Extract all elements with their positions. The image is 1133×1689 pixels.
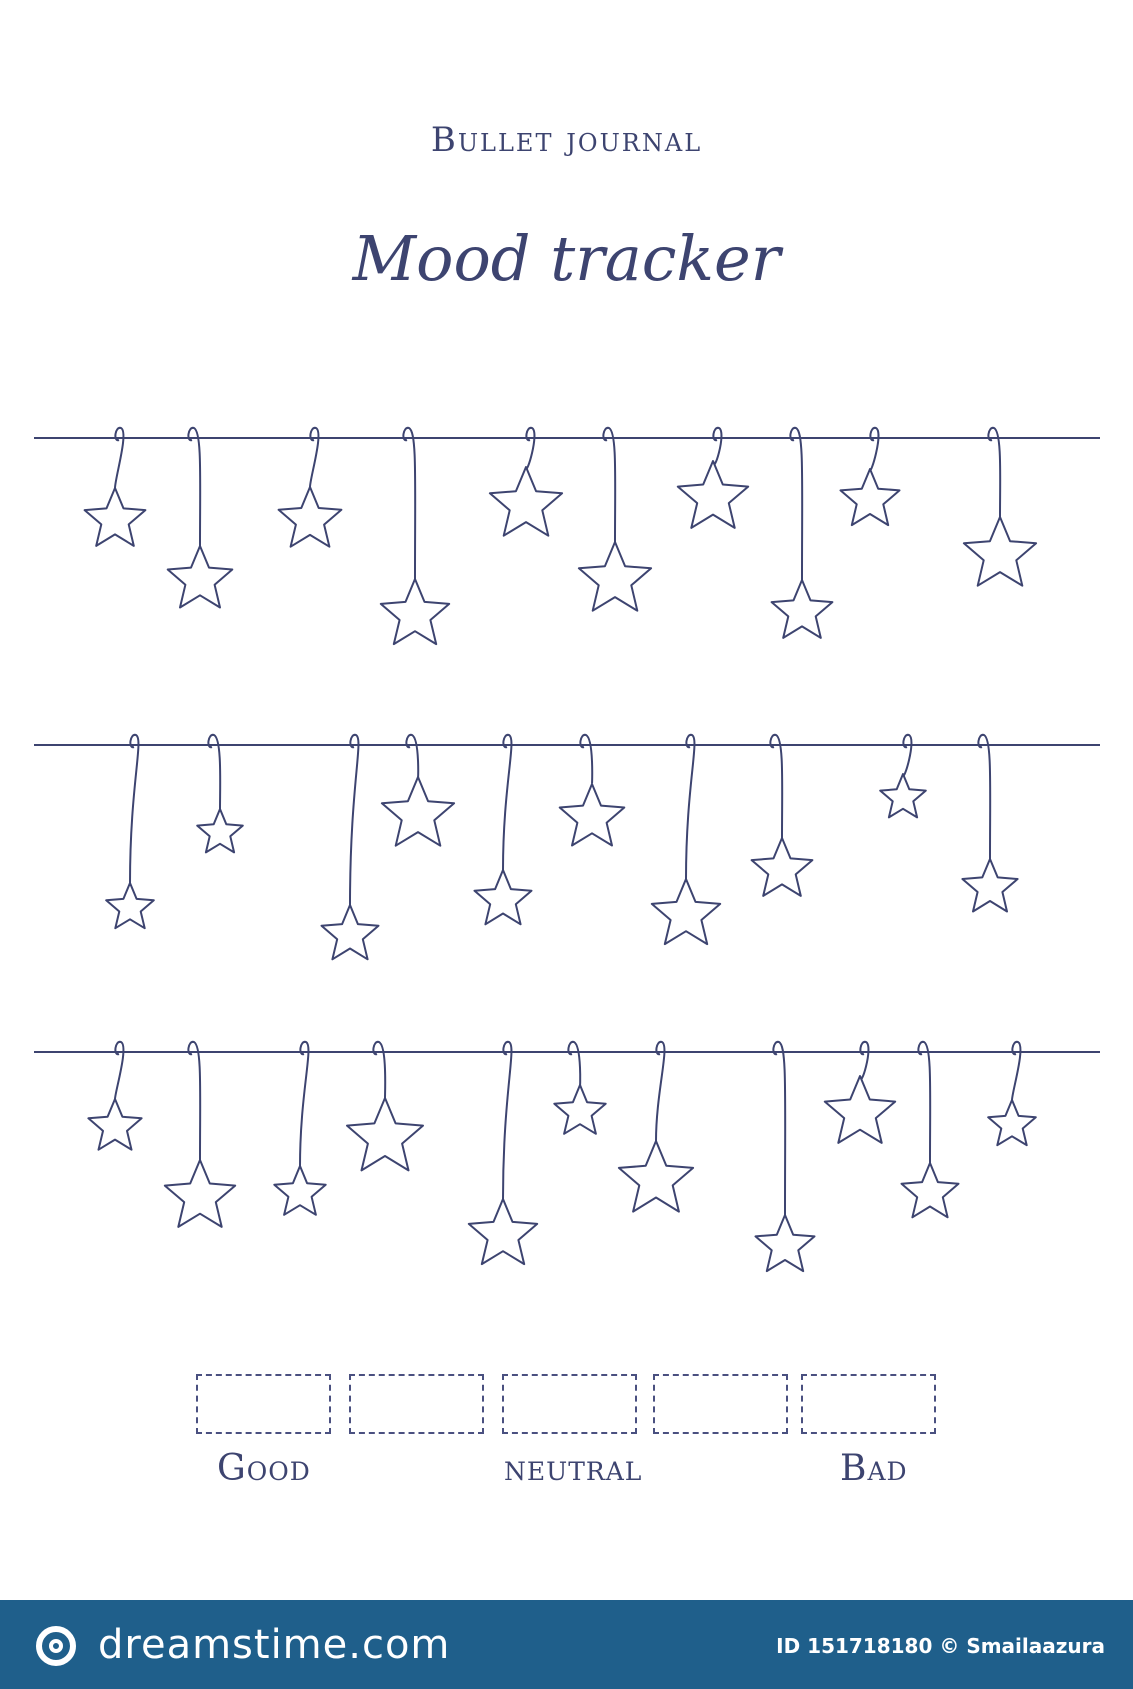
star-string bbox=[188, 428, 200, 546]
star-string bbox=[988, 428, 1000, 517]
mood-box-2[interactable] bbox=[349, 1374, 484, 1434]
star-string bbox=[526, 428, 534, 469]
star-string bbox=[770, 735, 782, 838]
star-string bbox=[603, 428, 615, 542]
star-string bbox=[350, 735, 358, 905]
star-icon[interactable] bbox=[652, 879, 720, 944]
page-title: Mood tracker bbox=[352, 222, 781, 295]
star-icon[interactable] bbox=[988, 1100, 1036, 1145]
page-subtitle: Bullet journal bbox=[430, 120, 703, 160]
dreamstime-logo-icon bbox=[36, 1626, 76, 1666]
star-string bbox=[903, 735, 911, 776]
mood-box-4[interactable] bbox=[653, 1374, 788, 1434]
star-icon[interactable] bbox=[825, 1076, 895, 1143]
star-icon[interactable] bbox=[106, 883, 154, 928]
star-icon[interactable] bbox=[554, 1085, 605, 1134]
star-icon[interactable] bbox=[279, 487, 342, 547]
star-icon[interactable] bbox=[752, 838, 813, 896]
footer-bar bbox=[0, 1600, 1133, 1689]
star-string bbox=[503, 1042, 511, 1199]
star-string bbox=[406, 735, 418, 778]
star-string bbox=[130, 735, 138, 883]
star-icon[interactable] bbox=[168, 546, 233, 608]
star-icon[interactable] bbox=[347, 1098, 423, 1170]
star-icon[interactable] bbox=[322, 905, 379, 959]
star-string bbox=[713, 428, 721, 465]
star-icon[interactable] bbox=[880, 774, 926, 817]
star-string bbox=[870, 428, 878, 470]
mood-box-3[interactable] bbox=[502, 1374, 637, 1434]
star-string bbox=[790, 428, 802, 580]
footer-image-id: ID 151718180 © Smailaazura bbox=[776, 1634, 1105, 1658]
star-icon[interactable] bbox=[85, 488, 146, 546]
star-string bbox=[115, 428, 123, 488]
star-string bbox=[568, 1042, 580, 1086]
star-string bbox=[300, 1042, 308, 1166]
star-icon[interactable] bbox=[579, 542, 651, 611]
star-string bbox=[403, 428, 415, 579]
star-string bbox=[503, 735, 511, 870]
star-string bbox=[773, 1042, 785, 1215]
star-icon[interactable] bbox=[274, 1166, 325, 1215]
star-icon[interactable] bbox=[88, 1099, 141, 1150]
star-icon[interactable] bbox=[619, 1141, 693, 1212]
mood-box-5[interactable] bbox=[801, 1374, 936, 1434]
star-icon[interactable] bbox=[490, 467, 562, 536]
star-icon[interactable] bbox=[678, 461, 748, 528]
star-icon[interactable] bbox=[964, 517, 1036, 586]
star-icon[interactable] bbox=[475, 870, 532, 924]
star-icon[interactable] bbox=[756, 1215, 815, 1271]
mood-box-1[interactable] bbox=[196, 1374, 331, 1434]
star-icon[interactable] bbox=[381, 579, 449, 644]
star-string bbox=[310, 428, 318, 487]
star-icon[interactable] bbox=[962, 859, 1017, 912]
footer-brand: dreamstime.com bbox=[98, 1622, 451, 1668]
star-string bbox=[1012, 1042, 1020, 1100]
star-string bbox=[686, 735, 694, 879]
star-icon[interactable] bbox=[772, 580, 833, 638]
legend-neutral: neutral bbox=[504, 1448, 643, 1489]
star-string bbox=[115, 1042, 123, 1099]
star-icon[interactable] bbox=[560, 784, 625, 846]
star-icon[interactable] bbox=[165, 1160, 235, 1227]
star-string bbox=[918, 1042, 930, 1163]
star-string bbox=[860, 1042, 868, 1080]
star-icon[interactable] bbox=[841, 469, 900, 525]
star-string bbox=[188, 1042, 200, 1160]
star-icon[interactable] bbox=[197, 809, 243, 852]
star-string bbox=[978, 735, 990, 859]
legend-bad: Bad bbox=[840, 1448, 908, 1489]
legend-good: Good bbox=[217, 1448, 311, 1489]
star-icon[interactable] bbox=[382, 777, 454, 846]
star-icon[interactable] bbox=[902, 1163, 959, 1217]
star-string bbox=[656, 1042, 664, 1141]
star-string bbox=[373, 1042, 385, 1098]
star-string bbox=[580, 735, 592, 784]
star-icon[interactable] bbox=[469, 1199, 537, 1264]
